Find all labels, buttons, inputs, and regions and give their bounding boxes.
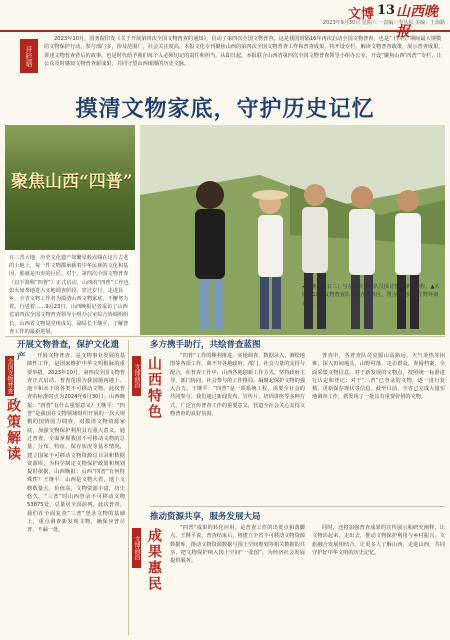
lede-badge: 开栏语 xyxy=(20,39,38,73)
section-policy-tag: 全国文物普查 xyxy=(6,358,13,394)
masthead xyxy=(0,0,450,40)
newspaper-logo: 山西晚报 xyxy=(396,4,438,40)
section-collab-heading: 多方携手助行，共绘普查蓝图 xyxy=(150,340,261,350)
section-collab-body-a: “四普”工作的顺利推进，实地调查、数据录入、测绘地图等各项工作，离不开各地政府、部门、社会力量的支持与配合。在普查工作中，山西各地创新工作方式，坚持政府主导、部门协同、社会参与的工作格局，凝聚起保护文物的强大合力。王继平：“四普”是一项系统工程，需要全社会的共同参与。我们通过新闻发布、宣传片、培训讲座等多种方式，广泛宣传普查工作的重要意义，营造全社会关心支持文物普查的良好氛围。 xyxy=(170,353,305,418)
feature-panel xyxy=(5,125,135,335)
section-policy-label: 政策解读 xyxy=(5,398,21,462)
section-divider xyxy=(5,336,445,337)
photo-caption: ◀王继平（右二）与左权县普查队员探讨普查操作规程。▲大同有10支文物普查队伍联在各县区，图为普查队员在野外调查中。 xyxy=(302,284,440,307)
section-collab-label: 山西特色 xyxy=(146,356,162,420)
feature-title: 聚焦山西“四普” xyxy=(11,172,133,192)
lede-block xyxy=(20,35,445,93)
page-headline: 摸清文物家底，守护历史记忆 xyxy=(75,96,375,122)
column-divider xyxy=(128,340,129,635)
lede-text: 2023年10月，国务院印发《关于开展第四次全国文物普查的通知》，启动了第四次全国文物普查。这是我国时隔16年再次启动全国文物普查，也是“十四五”期间最大规模的文物保护行动，参与部门多，涉及范围广，社会关注度高。本报文化专刊聚焦山西的第四次全国文物普查工作和普查成果，特开设专栏，解读文物普查政策，展示普查成果，讲述文物普查背后的故事，也是时代给予我们每个人必须切记的责任和担当。从即日起，本报联合山西省第四次全国文物普查领导小组办公室，开设“聚焦山西‘四普’”专栏，让公众及时感知文物普查新成果，共同守望山西璀璨的历史文脉。 xyxy=(44,36,444,68)
section-policy-heading: 开展文物普查，保护文化遗产 xyxy=(17,340,120,362)
page-number: 13 xyxy=(377,3,396,18)
section-category: 文博 xyxy=(348,7,375,22)
section-results-tag: 文博前沿 xyxy=(132,528,141,568)
section-features xyxy=(130,338,445,638)
section-results-body-b: 同时，还将加强普查成果的宣传展示和研究阐释，让文物活起来、走出去，推动文物保护利用与乡村振兴、文旅融合发展相结合，让更多人了解山西、走进山西，共同守护好中华文明的历史记忆。 xyxy=(312,525,445,556)
subsection-divider xyxy=(150,506,445,507)
section-policy-body: 开展文物普查，是文物事业发展的基础性工作，是国家维护中华文明根脉的重要举措。2023年10月，第四次全国文物普查正式启动。普查范围为我国境内地上、地下和水下的各类不可移动文物。此次普查的标准时点为2024年6月30日。山西晚报：“四普”有什么重要意义？王继平：“四普”是我国在文物领域组织开展的一次大规模的国情国力调查，对摸清文物资源家底，加强文物保护利用具有重大意义。通过普查，全面掌握我国不可移动文物的总量、分布、特征、保存状况等基本情况，建立国家不可移动文物资源总目录和数据资源库，为科学制定文物保护政策和规划提供依据。山西晚报：山西“四普”有何特殊性？王继平：山西是文物大省，地上文物数量大、价值高，文物资源丰富，历史悠久。“三普”时山西登录不可移动文物53875处，总量居全国前列。此次普查，我们在全面复查“三普”登录文物的基础上，重点调查新发现文物，确保应普尽普、不漏一处。 xyxy=(27,353,125,534)
section-policy xyxy=(5,338,125,638)
section-results-body-a: “四普”成果的转化应用，是普查工作的出发点和落脚点。王继平说，普查结束后，将建立全省不可移动文物资源数据库，推动文物资源数据与国土空间规划等相关数据的共享，把文物保护纳入国土空间“一张图”，为经济社会发展提供服务。 xyxy=(170,525,305,565)
issue-meta: 2023年9月30日 星期六 一责编：李丛松 美编：王海路 xyxy=(322,20,445,26)
section-results-label: 成果惠民 xyxy=(146,528,162,592)
section-results-heading: 推动资源共享，服务发展大局 xyxy=(150,512,261,522)
section-collab-tag: 文博前沿 xyxy=(132,356,141,396)
feature-caption: 在三晋大地，历史文化遗产如繁星般点缀在这片古老的土地上，每一件文物都承载着中华民族的文化和基因。那就是历史的巨匠。对于，第四次全国文物普查（以下简称“四普”）正式启动，山西的“四普”工作也如火如荼地进入实地调查阶段。穿过岁月，走进县乡，全省文物工作者为摸清山西文物家底，不懈努力着。行进着……9月23日，山西晚报记者采访了山西省第四次全国文物普查领导小组办公室综合协调组组长，山西省文物局党组成员、副局长王继平，了解普查工作的最新进展。 xyxy=(5,250,135,335)
section-collab-body-b: 普查中，各普查队员克服山高路远、天气炎热等困难，深入田间地头、山野村落，走访群众，查阅档案，全面采集文物信息。对于新发现的文物点，按照统一标准进行认定和登记；对于“三普”已登录的文物，逐一进行复核，更新保存现状等信息。截至目前，全省已完成大量实地调查工作，新发现了一批具有重要价值的文物。 xyxy=(312,353,445,401)
